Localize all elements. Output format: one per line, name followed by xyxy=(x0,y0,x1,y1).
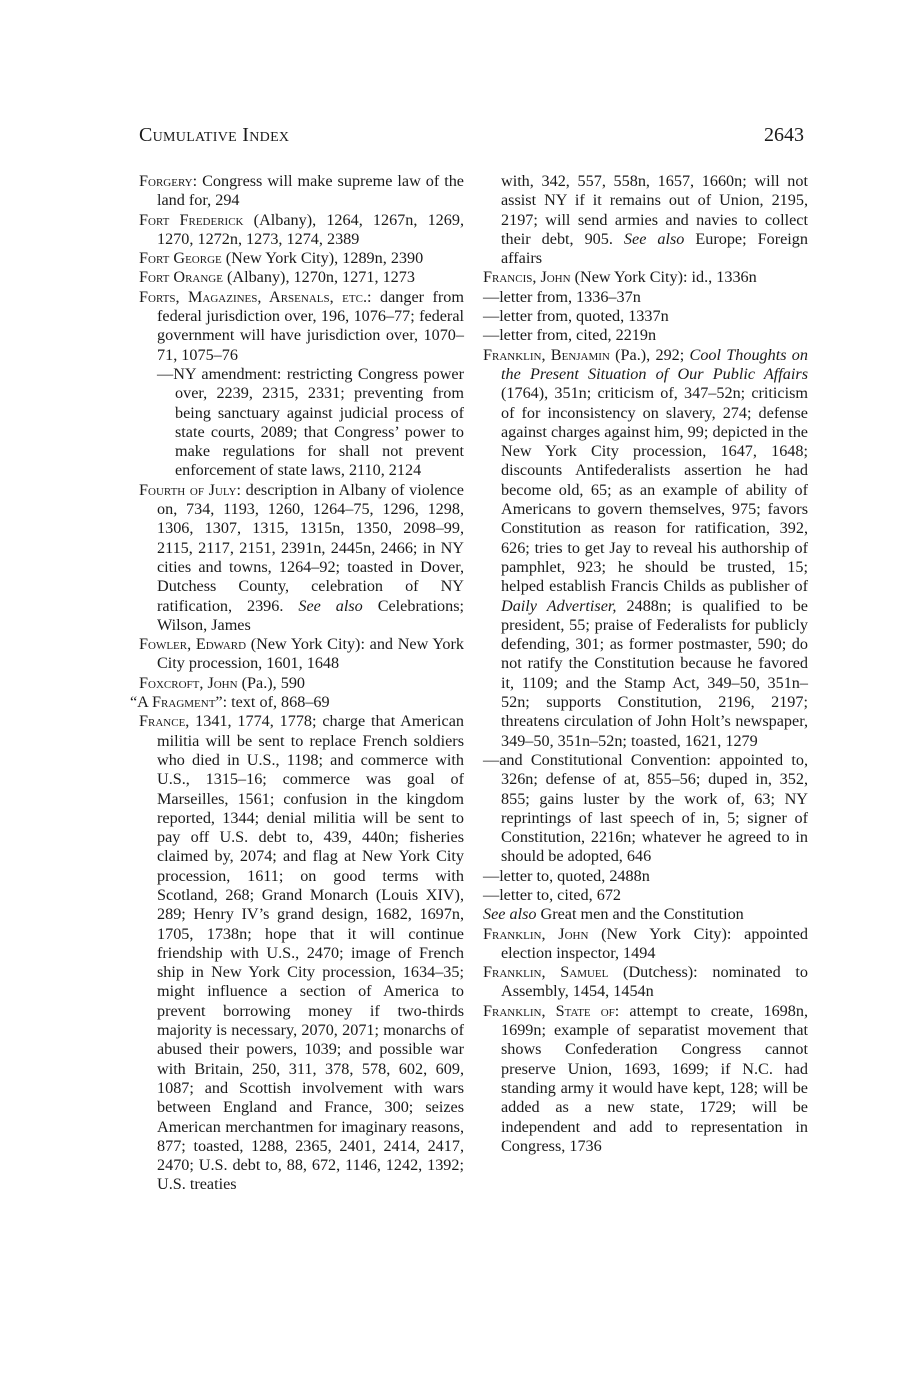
index-entry xyxy=(139,249,464,268)
see-also-text: Great men and the Constitution xyxy=(536,905,744,924)
index-subentry: —and Constitutional Convention: appointed to, 326n; defense of at, 855–56; duped in, 352, 855; gains luster by the work of, 63; NY reprintings of last speech of in, 5; signer of Constitution, 2216n; whatever he agreed to in should be adopted, 646 xyxy=(483,750,808,866)
index-column-right xyxy=(483,172,808,1156)
index-entry xyxy=(139,712,464,1194)
index-entry xyxy=(139,172,464,211)
entry-text: (Albany), 1270n, 1271, 1273 xyxy=(222,268,415,287)
entry-text: , 1341, 1774, 1778; charge that American militia will be sent to replace French soldiers who died in U.S., 1198; and commerce with U.S., 1315–16; commerce was goal of Marseilles, 1561; confusion in the kingdom reported, 1344; denial militia will be sent to pay off U.S. debt to, 439, 440n; fisheries claimed by, 2074; and flag at New York City procession, 1611; on good terms with Scotland, 268; Grand Monarch (Louis XIV), 289; Henry IV’s grand design, 1682, 1697n, 1705, 1738n; hope that it will continue friendship with U.S., 2470; image of French ship in New York City procession, 1634–35; might influence a section of America to prevent borrowing money if two-thirds majority is necessary, 2070, 2071; monarchs of abused their powers, 1039; and possible war with Britain, 250, 311, 378, 578, 602, 609, 1087; and Scottish involvement with wars between England and France, 300; seizes American merchantmen for imaginary reasons, 877; toasted, 1288, 2365, 2401, 2414, 2417, 2470; U.S. debt to, 88, 672, 1146, 1242, 1392; U.S. treaties xyxy=(157,712,464,1194)
headword: France xyxy=(139,712,186,731)
see-also-label: See also xyxy=(483,905,537,924)
entry-text: (Dutchess): nominated to Assembly, 1454, 1454n xyxy=(501,963,809,1001)
headword: Foxcroft, John xyxy=(139,673,238,692)
index-entry-continuation xyxy=(483,172,808,268)
see-also-label: See also xyxy=(623,229,685,248)
index-entry xyxy=(139,268,464,287)
entry-text: (Pa.), 292; xyxy=(609,345,690,364)
entry-text: : danger from federal jurisdiction over, 196, 1076–77; federal government will have jurisdiction over, 1070–71, 1075–76 xyxy=(157,287,464,364)
see-also-text: Celebrations; Wilson, James xyxy=(157,596,464,634)
index-subentry: —letter from, quoted, 1337n xyxy=(483,307,669,326)
index-see-also xyxy=(483,905,808,924)
entry-text: : description in Albany of violence on, 734, 1193, 1260, 1264–75, 1296, 1298, 1306, 1307, 1315, 1315n, 1350, 2098–99, 2115, 2117, 2151, 2391n, 2445n, 2466; in NY cities and towns, 1264–92; toasted in Dover, Dutchess County, celebration of NY ratification, 2396. xyxy=(157,480,464,615)
entry-text: 2488n; is qualified to be president, 55; praise of Federalists for publicly defending, 301; as former postmaster, 590; do not ratify the Constitution because he favored it, 1109; and the Stamp Act, 349–50, 351n–52n; supports Constitution, 2196, 2197; threatens circulation of John Holt’s newspaper, 349–50, 351n–52n; toasted, 1621, 1279 xyxy=(501,596,808,750)
headword: Forts, Magazines, Arsenals, etc. xyxy=(139,287,367,306)
index-subentry: —letter to, cited, 672 xyxy=(483,885,622,904)
index-entry xyxy=(139,211,464,250)
headword: Fort George xyxy=(139,249,222,268)
entry-text: ”: text of, 868–69 xyxy=(215,693,330,712)
work-title: Cool Thoughts on the Present Situation of Our Public Affairs xyxy=(501,345,808,383)
index-entry xyxy=(139,635,464,674)
see-also-text: Europe; Foreign affairs xyxy=(501,229,808,268)
entry-text: (New York City): appointed election inspector, 1494 xyxy=(501,924,808,962)
entry-text: (Pa.), 590 xyxy=(237,673,306,692)
index-entry xyxy=(483,1002,808,1156)
running-head-title: Cumulative Index xyxy=(139,124,290,146)
running-head xyxy=(139,124,804,150)
entry-text: : attempt to create, 1698n, 1699n; example of separatist movement that shows Confederation Congress cannot preserve Union, 1693, 1699; if N.C. had standing army it would have kept, 128; will be added as a new state, 1729; will be independent and add to representation in Congress, 1736 xyxy=(501,1001,808,1155)
index-column-left xyxy=(130,172,465,1195)
headword: Forgery xyxy=(139,172,193,190)
headword: Franklin, State of xyxy=(483,1001,615,1020)
index-entry xyxy=(483,925,808,964)
index-entry xyxy=(139,288,464,365)
headword: Franklin, Benjamin xyxy=(483,345,610,364)
entry-text: : Congress will make supreme law of the land for, 294 xyxy=(157,172,464,210)
entry-text: (Albany), 1264, 1267n, 1269, 1270, 1272n, 1273, 1274, 2389 xyxy=(157,210,464,248)
headword: Fort Orange xyxy=(139,268,223,287)
index-subentry: —letter to, quoted, 2488n xyxy=(483,866,650,885)
headword: Fragment xyxy=(152,693,216,712)
index-entry xyxy=(139,481,464,635)
headword: Fourth of July xyxy=(139,480,237,499)
index-entry xyxy=(483,268,808,287)
headword: Franklin, Samuel xyxy=(483,963,609,982)
open-quote: “A xyxy=(130,693,153,712)
headword: Francis, John xyxy=(483,268,571,287)
see-also-label: See also xyxy=(298,596,363,615)
index-subentry: —letter from, cited, 2219n xyxy=(483,326,657,345)
index-entry xyxy=(483,346,808,751)
entry-text: (1764), 351n; criticism of, 347–52n; criticism of for inconsistency on slavery, 274; defense against charges against him, 99; depicted in the New York City procession, 1647, 1648; discounts Antifederalists assertion he had become old, 65; as an example of ability of Americans to govern themselves, 975; favors Constitution as reason for ratification, 392, 626; tries to get Jay to reveal his authorship of pamphlet, 923; he should be trusted, 15; helped establish Francis Childs as publisher of xyxy=(501,384,808,596)
entry-text: (New York City), 1289n, 2390 xyxy=(221,249,424,268)
entry-text: (New York City): id., 1336n xyxy=(570,268,757,287)
index-entry xyxy=(130,693,464,712)
index-subentry: —NY amendment: restricting Congress power over, 2239, 2315, 2331; preventing from being sanctuary against judicial process of state courts, 2089; that Congress’ power to make regulations for shall not prevent enforcement of state laws, 2110, 2124 xyxy=(157,364,464,480)
work-title: Daily Advertiser, xyxy=(501,596,617,615)
entry-text: with, 342, 557, 558n, 1657, 1660n; will not assist NY if it remains out of Union, 2195, 2197; will send armies and navies to collect their debt, 905. xyxy=(501,172,808,248)
entry-text: (New York City): and New York City procession, 1601, 1648 xyxy=(157,635,465,673)
index-entry xyxy=(139,674,464,693)
headword: Fort Frederick xyxy=(139,210,244,229)
index-subentry: —letter from, 1336–37n xyxy=(483,287,641,306)
headword: Fowler, Edward xyxy=(139,635,247,654)
index-entry xyxy=(483,963,808,1002)
headword: Franklin, John xyxy=(483,924,589,943)
page-number: 2643 xyxy=(764,124,804,146)
